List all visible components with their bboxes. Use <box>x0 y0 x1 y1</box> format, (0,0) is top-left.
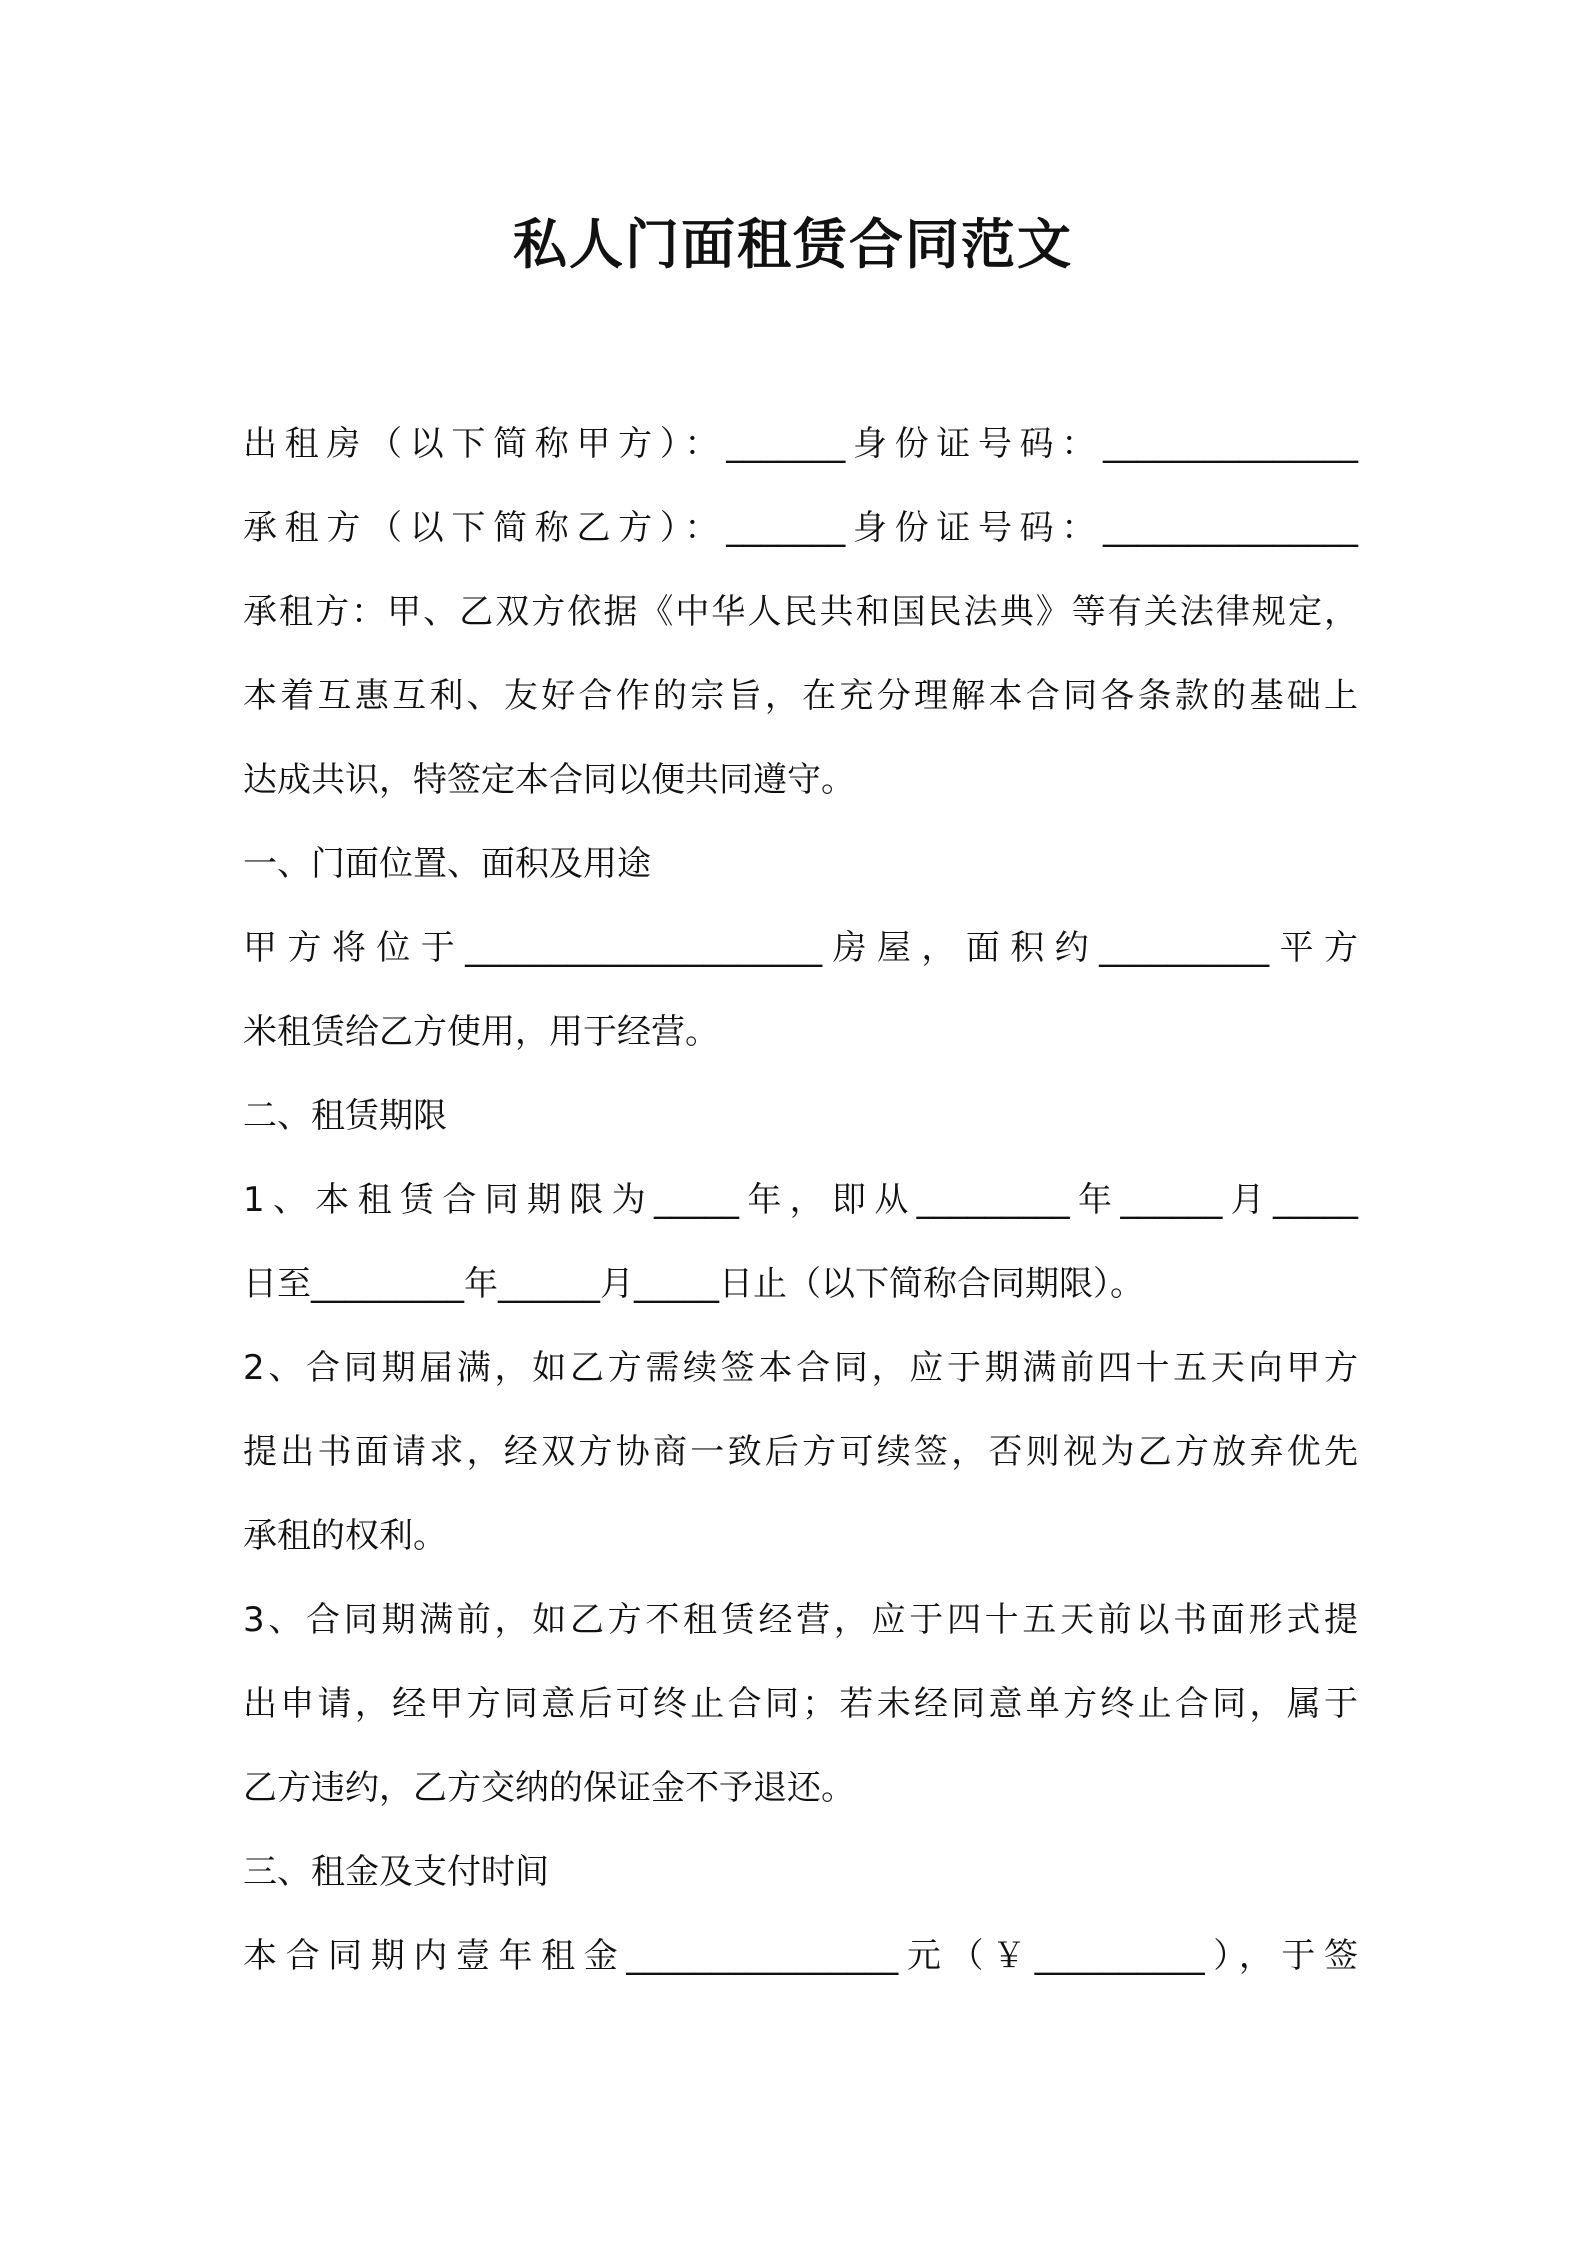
clause-line: 提出书面请求，经双方协商一致后方可续签，否则视为乙方放弃优先 <box>243 1432 1358 1472</box>
clause-line: 乙方违约，乙方交纳的保证金不予退还。 <box>243 1768 855 1808</box>
preamble-line: 达成共识，特签定本合同以便共同遵守。 <box>243 760 855 800</box>
section-heading: 一、门面位置、面积及用途 <box>243 844 651 884</box>
clause-line: 甲方将位于_____________________房屋，面积约__________平方 <box>243 928 1358 968</box>
clause-line: 日至_________年______月_____日止（以下简称合同期限）。 <box>243 1264 1144 1304</box>
contract-body <box>243 402 1358 1998</box>
clause-line: 出申请，经甲方同意后可终止合同；若未经同意单方终止合同，属于 <box>243 1684 1358 1724</box>
preamble-line: 承租方：甲、乙双方依据《中华人民共和国民法典》等有关法律规定， <box>243 592 1358 632</box>
section-heading: 二、租赁期限 <box>243 1096 447 1136</box>
clause-line: 1、本租赁合同期限为_____年，即从_________年______月_____ <box>243 1180 1358 1220</box>
clause-line: 2、合同期届满，如乙方需续签本合同，应于期满前四十五天向甲方 <box>243 1348 1358 1388</box>
section-heading: 三、租金及支付时间 <box>243 1852 549 1892</box>
clause-line: 本合同期内壹年租金________________元（￥__________），于签 <box>243 1936 1358 1976</box>
preamble-line: 本着互惠互利、友好合作的宗旨，在充分理解本合同各条款的基础上 <box>243 676 1358 716</box>
clause-line: 承租的权利。 <box>243 1516 447 1556</box>
document-title: 私人门面租赁合同范文 <box>513 213 1073 276</box>
clause-line: 3、合同期满前，如乙方不租赁经营，应于四十五天前以书面形式提 <box>243 1600 1358 1640</box>
clause-line: 米租赁给乙方使用，用于经营。 <box>243 1012 719 1052</box>
lessee-info-line: 承租方（以下简称乙方）：_______身份证号码：_______________ <box>243 508 1358 548</box>
lessor-info-line: 出租房（以下简称甲方）：_______身份证号码：_______________ <box>243 424 1358 464</box>
